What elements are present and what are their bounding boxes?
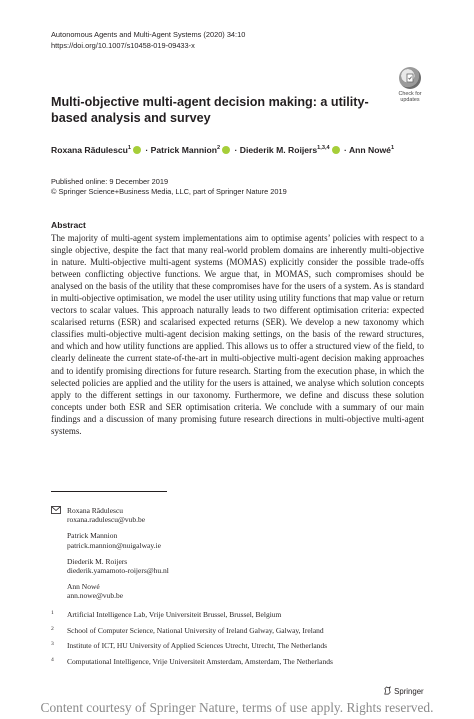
badge-line-2: updates xyxy=(400,97,420,103)
author-affiliation: 1,3,4 xyxy=(317,145,330,152)
journal-header xyxy=(51,29,245,51)
contact-list xyxy=(51,506,169,607)
contact-email[interactable]: diederik.yamamoto-roijers@hu.nl xyxy=(67,566,169,576)
author-name: Ann Nowé xyxy=(348,145,391,155)
affiliation-text: Institute of ICT, HU University of Applied Sciences Utrecht, Utrecht, The Netherlands xyxy=(67,641,328,650)
author-separator: · xyxy=(341,145,349,155)
contact-item xyxy=(51,582,169,601)
badge-line-1: Check for xyxy=(398,91,422,97)
contact-name: Ann Nowé xyxy=(67,581,100,591)
doi-link[interactable]: https://doi.org/10.1007/s10458-019-09433-x xyxy=(51,41,195,50)
orcid-icon[interactable] xyxy=(133,146,141,154)
author-separator: · xyxy=(143,145,151,155)
publication-info xyxy=(51,177,287,197)
affiliation-text: Artificial Intelligence Lab, Vrije Universiteit Brussel, Brussel, Belgium xyxy=(67,610,282,619)
contact-email[interactable]: roxana.radulescu@vub.be xyxy=(67,515,146,525)
affiliation-number: 3 xyxy=(51,641,54,647)
footnote-divider xyxy=(51,491,167,492)
springer-horse-icon xyxy=(383,687,394,696)
publisher-logo xyxy=(383,686,424,696)
courtesy-notice: Content courtesy of Springer Nature, terms of use apply. Rights reserved. xyxy=(40,700,434,715)
contact-email[interactable]: ann.nowe@vub.be xyxy=(67,591,124,601)
published-date: Published online: 9 December 2019 xyxy=(51,177,169,186)
check-for-updates-badge[interactable] xyxy=(395,67,425,103)
author-separator: · xyxy=(232,145,240,155)
affiliation-number: 2 xyxy=(51,625,54,632)
affiliation-number: 4 xyxy=(51,656,54,663)
orcid-icon[interactable] xyxy=(332,146,340,154)
journal-citation: Autonomous Agents and Multi-Agent Systems (2020) 34:10 xyxy=(51,30,246,39)
paper-title: Multi-objective multi-agent decision making: a utility-based analysis and survey xyxy=(51,95,369,125)
author-name: Diederik M. Roijers xyxy=(239,145,318,155)
envelope-icon xyxy=(51,506,61,516)
check-updates-icon xyxy=(399,67,421,89)
affiliation-text: Computational Intelligence, Vrije Universiteit Amsterdam, Amsterdam, The Netherlands xyxy=(67,656,333,666)
contact-item xyxy=(51,531,169,550)
contact-name: Patrick Mannion xyxy=(67,531,118,541)
contact-name: Roxana Rădulescu xyxy=(67,506,124,515)
abstract-heading: Abstract xyxy=(51,220,86,230)
publisher-name: Springer xyxy=(394,687,424,696)
contact-email[interactable]: patrick.mannion@nuigalway.ie xyxy=(67,540,161,550)
author-name: Roxana Rădulescu xyxy=(51,145,128,155)
copyright-line: © Springer Science+Business Media, LLC, part of Springer Nature 2019 xyxy=(51,187,287,196)
author-affiliation: 1 xyxy=(127,145,132,152)
author-affiliation: 1 xyxy=(390,145,395,152)
contact-item xyxy=(51,506,169,525)
contact-item xyxy=(51,557,169,576)
author-name: Patrick Mannion xyxy=(150,145,218,155)
abstract-text: The majority of multi-agent system implementations aim to optimise agents’ policies with respect to a single objective, despite the fact that many real-world problem domains are inherently multi-objective in nature. Multi-objective multi-agent systems (MOMAS) explicitly consider the possible trade-offs between conflicting objective functions. We argue that, in MOMAS, such compromises should be analysed on the basis of the utility that these compromises have for the users of a system. As is standard in multi-objective optimisation, we model the user utility using utility functions that map value or return vectors to scalar values. This approach naturally leads to two different optimisation criteria: expected scalarised returns (ESR) and scalarised expected returns (SER). We develop a new taxonomy which classifies multi-objective multi-agent decision making settings, on the basis of the reward structures, and which and how utility functions are applied. This allows us to offer a structured view of the field, to clearly delineate the current state-of-the-art in multi-objective multi-agent decision making approaches and to identify promising directions for future research. Starting from the execution phase, in which the selected policies are applied and the utility for the users is attained, we analyse which solution concepts apply to the different settings in our taxonomy. Furthermore, we define and discuss these solution concepts under both ESR and SER optimisation criteria. We conclude with a summary of our main findings and a discussion of many promising future research directions in multi-objective multi-agent systems. xyxy=(51,233,424,436)
author-affiliation: 2 xyxy=(217,145,221,152)
contact-name: Diederik M. Roijers xyxy=(67,556,128,566)
affiliation-text: School of Computer Science, National University of Ireland Galway, Galway, Ireland xyxy=(67,625,324,635)
orcid-icon[interactable] xyxy=(222,146,230,154)
author-list xyxy=(51,145,394,155)
affiliation-number: 1 xyxy=(51,610,54,616)
